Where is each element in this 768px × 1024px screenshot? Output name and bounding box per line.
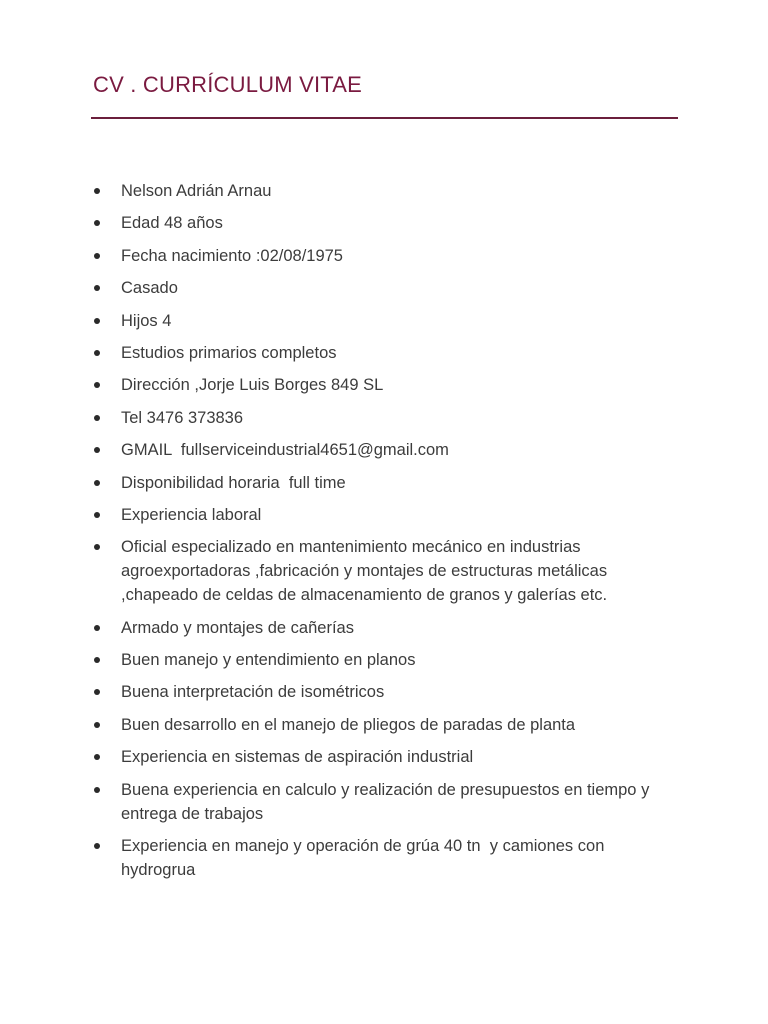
item-text: Experiencia en sistemas de aspiración industrial — [121, 748, 474, 767]
list-item — [0, 438, 768, 462]
list-item — [0, 503, 768, 527]
item-text: Dirección ,Jorje Luis Borges 849 SL — [121, 376, 384, 395]
bullet-icon — [94, 220, 100, 226]
bullet-icon — [94, 722, 100, 728]
item-text: Oficial especializado en mantenimiento mecánico en industrias agroexportadoras ,fabricación y montajes de estructuras metálicas ,chapeado de celdas de almacenamiento de granos y galerías etc. — [121, 538, 612, 605]
bullet-icon — [94, 754, 100, 760]
item-text: Experiencia en manejo y operación de grúa 40 tn y camiones con hydrogrua — [121, 837, 609, 880]
list-item — [0, 309, 768, 333]
bullet-icon — [94, 657, 100, 663]
list-item — [0, 648, 768, 672]
item-text: Fecha nacimiento :02/08/1975 — [121, 246, 343, 265]
item-text: Hijos 4 — [121, 311, 172, 330]
bullet-icon — [94, 350, 100, 356]
list-item — [0, 276, 768, 300]
bullet-icon — [94, 382, 100, 388]
item-text: Experiencia laboral — [121, 505, 262, 524]
list-item — [0, 535, 768, 607]
title-divider — [91, 117, 678, 119]
bullet-icon — [94, 512, 100, 518]
list-item — [0, 211, 768, 235]
bullet-icon — [94, 689, 100, 695]
bullet-icon — [94, 188, 100, 194]
item-text: Buen manejo y entendimiento en planos — [121, 651, 416, 670]
list-item — [0, 373, 768, 397]
cv-bullet-list — [0, 179, 768, 890]
list-item — [0, 244, 768, 268]
list-item — [0, 616, 768, 640]
item-text: GMAIL fullserviceindustrial4651@gmail.com — [121, 441, 449, 460]
list-item — [0, 713, 768, 737]
item-text: Estudios primarios completos — [121, 343, 337, 362]
bullet-icon — [94, 787, 100, 793]
bullet-icon — [94, 285, 100, 291]
bullet-icon — [94, 843, 100, 849]
item-text: Buena experiencia en calculo y realización de presupuestos en tiempo y entrega de trabajos — [121, 780, 654, 823]
bullet-icon — [94, 625, 100, 631]
list-item — [0, 179, 768, 203]
list-item — [0, 471, 768, 495]
list-item — [0, 834, 768, 882]
item-text: Casado — [121, 279, 178, 298]
bullet-icon — [94, 480, 100, 486]
item-text: Armado y montajes de cañerías — [121, 618, 354, 637]
item-text: Buena interpretación de isométricos — [121, 683, 385, 702]
bullet-icon — [94, 318, 100, 324]
list-item — [0, 406, 768, 430]
bullet-icon — [94, 415, 100, 421]
item-text: Nelson Adrián Arnau — [121, 182, 272, 200]
list-item — [0, 341, 768, 365]
page-title: CV . CURRÍCULUM VITAE — [93, 72, 363, 97]
item-text: Edad 48 años — [121, 214, 223, 233]
item-text: Buen desarrollo en el manejo de pliegos de paradas de planta — [121, 715, 576, 734]
list-item — [0, 680, 768, 704]
bullet-icon — [94, 544, 100, 550]
bullet-icon — [94, 253, 100, 259]
list-item — [0, 745, 768, 769]
bullet-icon — [94, 447, 100, 453]
item-text: Disponibilidad horaria full time — [121, 473, 346, 492]
item-text: Tel 3476 373836 — [121, 408, 244, 427]
list-item — [0, 778, 768, 826]
